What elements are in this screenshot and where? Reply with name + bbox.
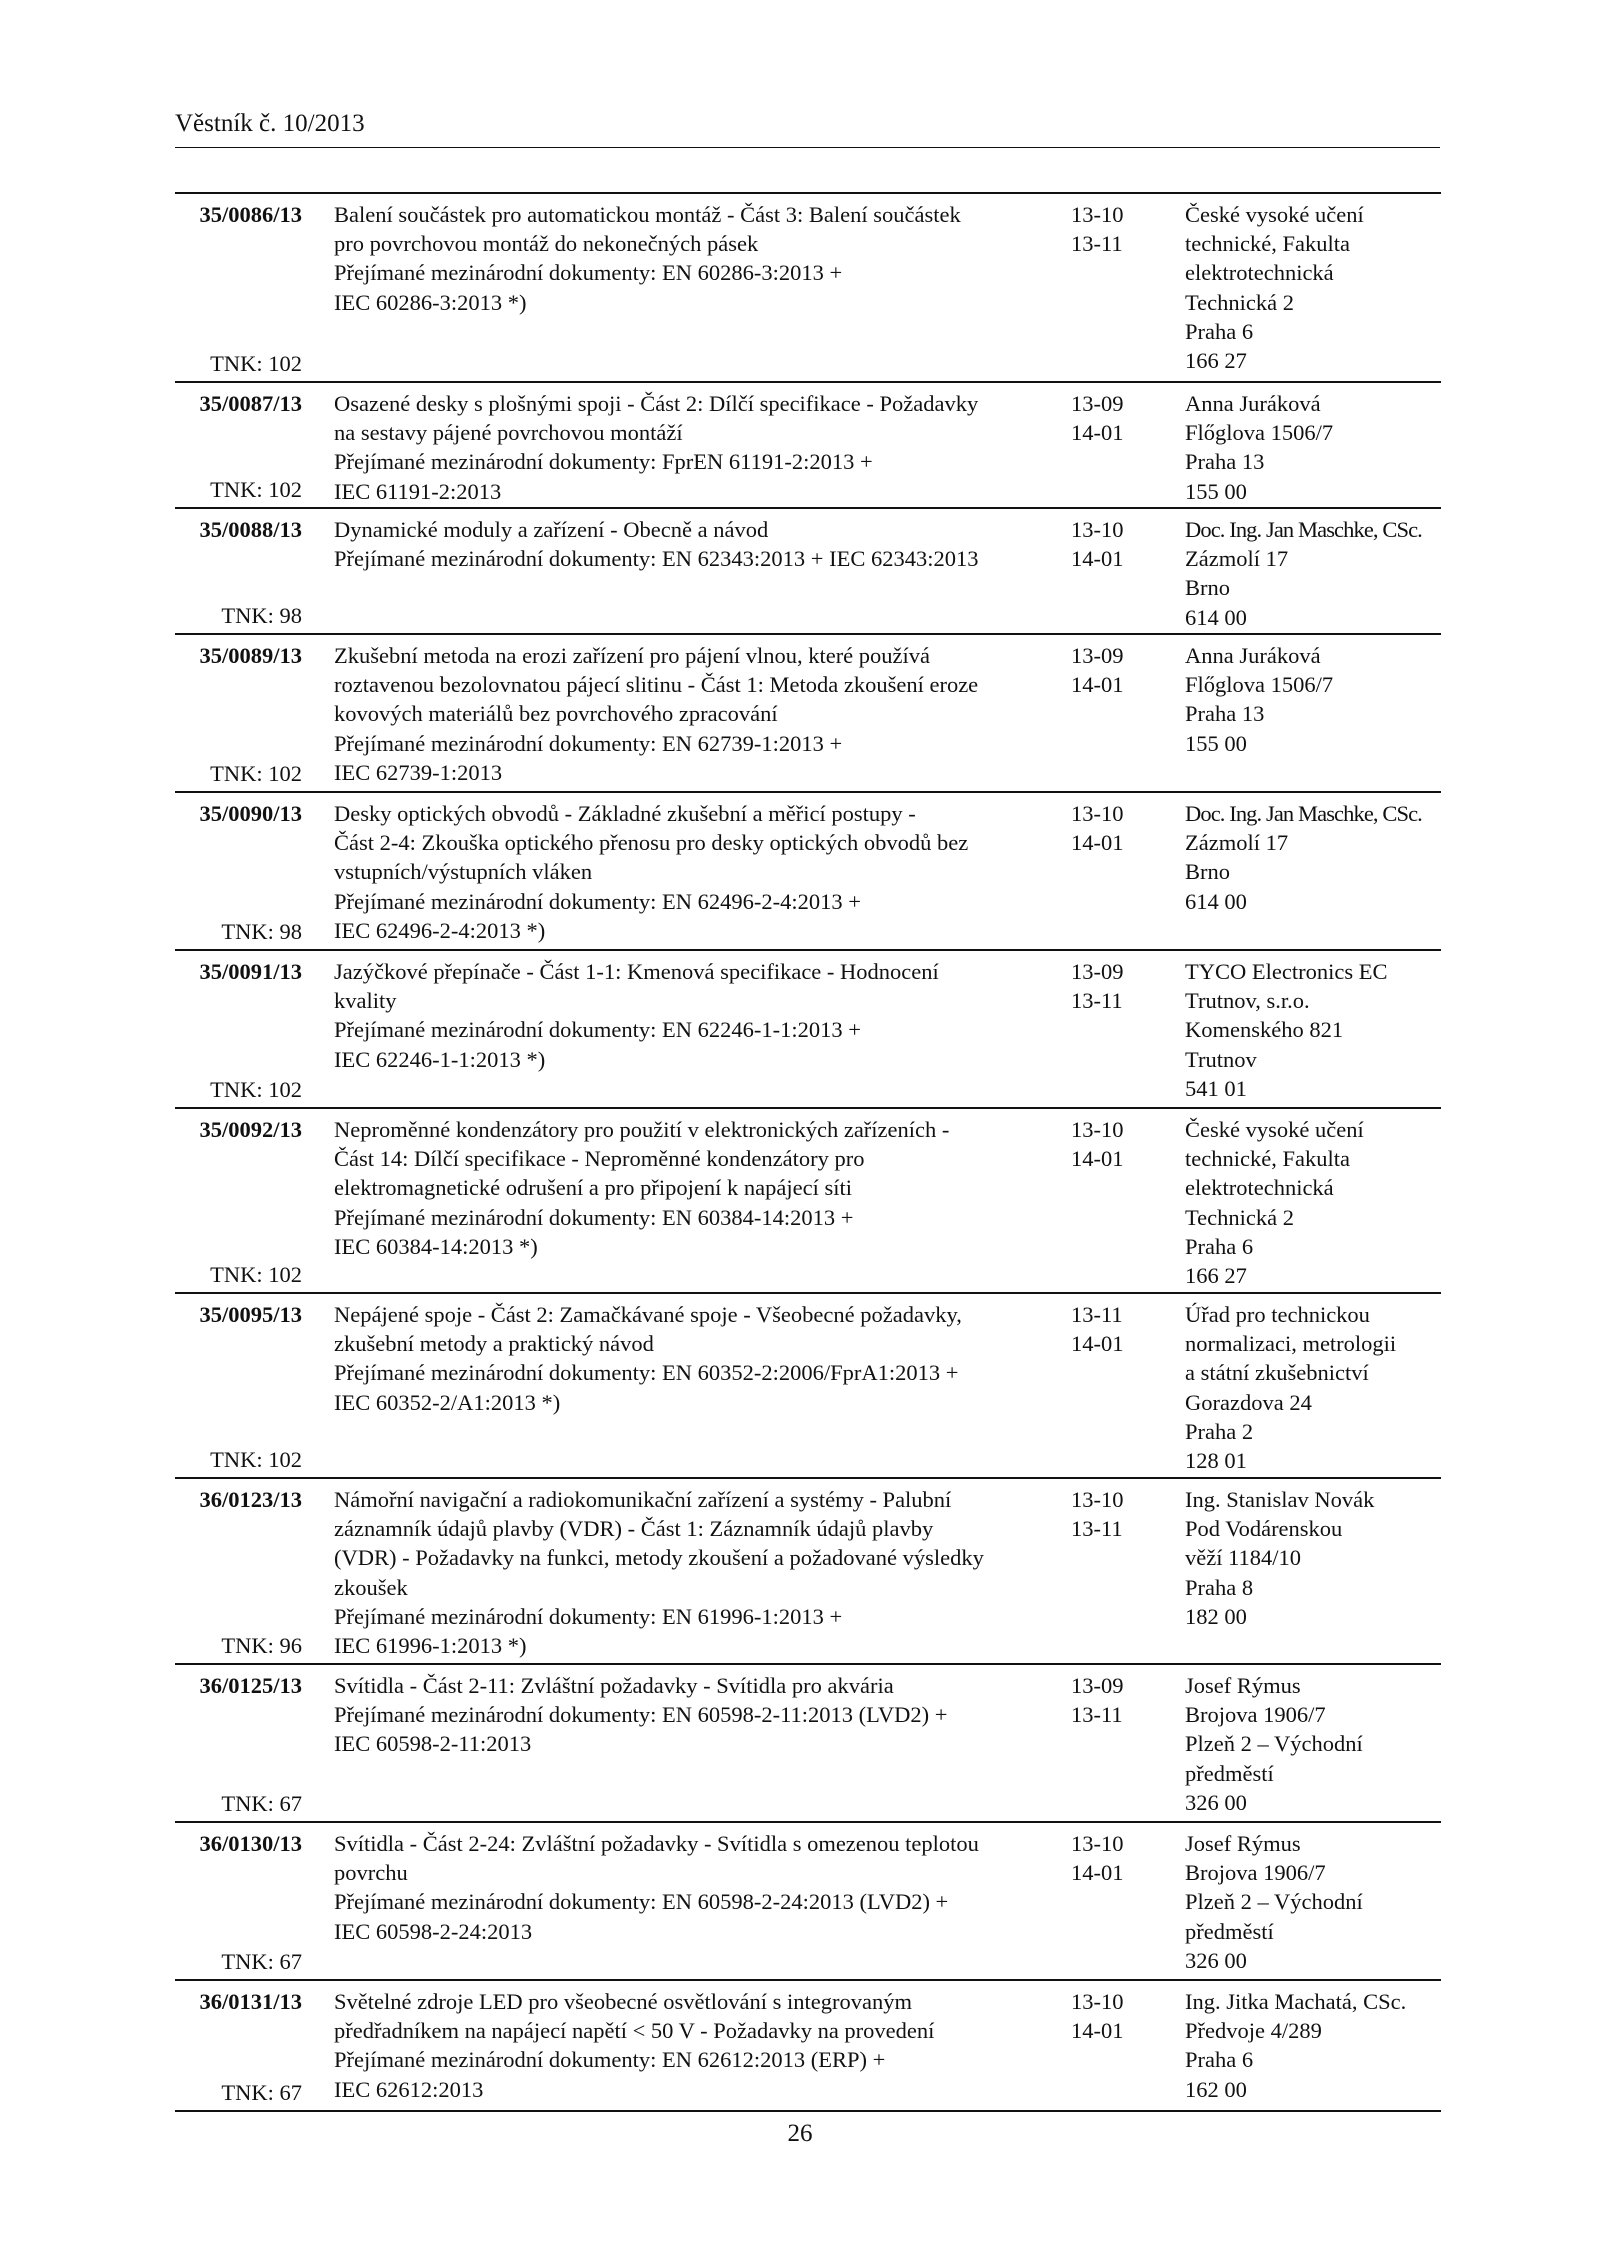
tnk-number: TNK: 98	[221, 602, 302, 628]
dates	[1071, 1115, 1124, 1173]
standard-title	[334, 1671, 1044, 1759]
title-line: IEC 62496-2-4:2013 *)	[334, 917, 546, 943]
table-row	[175, 1823, 1441, 1981]
notice-code: 35/0087/13	[199, 391, 302, 416]
contact-line: předměstí	[1185, 1760, 1274, 1786]
title-line: Přejímané mezinárodní dokumenty: EN 60598-2-24:2013 (LVD2) +	[334, 1889, 949, 1915]
contact-line: Doc. Ing. Jan Maschke, CSc.	[1185, 801, 1422, 826]
date-code: 13-09	[1071, 643, 1124, 668]
date-code: 13-11	[1071, 1702, 1123, 1728]
notice-code: 35/0092/13	[199, 1117, 302, 1142]
contact-line: elektrotechnická	[1185, 1175, 1334, 1201]
contact-line: normalizaci, metrologii	[1185, 1331, 1397, 1357]
standard-title	[334, 799, 1044, 945]
date-code: 14-01	[1071, 420, 1124, 446]
tnk-number: TNK: 67	[221, 1790, 302, 1816]
tnk-number: TNK: 102	[210, 1076, 302, 1102]
dates	[1071, 389, 1124, 447]
title-line: Přejímané mezinárodní dokumenty: EN 60352-2:2006/FprA1:2013 +	[334, 1360, 959, 1386]
dates	[1071, 1671, 1124, 1729]
contact-line: elektrotechnická	[1185, 260, 1334, 286]
contact-line: Praha 6	[1185, 318, 1254, 344]
title-line: (VDR) - Požadavky na funkci, metody zkoušení a požadované výsledky	[334, 1545, 984, 1571]
title-line: záznamník údajů plavby (VDR) - Část 1: Záznamník údajů plavby	[334, 1516, 934, 1542]
dates	[1071, 1829, 1124, 1887]
title-line: pro povrchovou montáž do nekonečných pásek	[334, 231, 759, 257]
standards-table	[175, 192, 1441, 2112]
contact-line: České vysoké učení	[1185, 1117, 1364, 1142]
title-line: Přejímané mezinárodní dokumenty: EN 60286-3:2013 +	[334, 260, 843, 286]
contact-line: České vysoké učení	[1185, 202, 1364, 227]
contact-line: Praha 13	[1185, 449, 1265, 475]
table-row	[175, 1981, 1441, 2112]
table-row	[175, 793, 1441, 951]
contact-address	[1185, 1829, 1445, 1975]
standard-title	[334, 641, 1044, 787]
title-line: Zkušební metoda na erozi zařízení pro pájení vlnou, které používá	[334, 643, 931, 668]
date-code: 13-10	[1071, 1989, 1124, 2014]
title-line: Přejímané mezinárodní dokumenty: EN 62496-2-4:2013 +	[334, 888, 861, 914]
date-code: 13-10	[1071, 801, 1124, 826]
tnk-number: TNK: 102	[210, 350, 302, 376]
contact-line: Praha 2	[1185, 1418, 1254, 1444]
bulletin-title: Věstník č. 10/2013	[175, 110, 365, 137]
title-line: Osazené desky s plošnými spoji - Část 2: Dílčí specifikace - Požadavky	[334, 391, 979, 416]
date-code: 14-01	[1071, 1146, 1124, 1172]
title-line: Jazýčkové přepínače - Část 1-1: Kmenová specifikace - Hodnocení	[334, 959, 939, 984]
title-line: Přejímané mezinárodní dokumenty: EN 60384-14:2013 +	[334, 1204, 854, 1230]
date-code: 13-10	[1071, 1117, 1124, 1142]
tnk-number: TNK: 102	[210, 1446, 302, 1472]
title-line: IEC 60286-3:2013 *)	[334, 289, 527, 315]
contact-line: Flőglova 1506/7	[1185, 420, 1334, 446]
title-line: povrchu	[334, 1860, 408, 1886]
contact-address	[1185, 200, 1445, 375]
title-line: Přejímané mezinárodní dokumenty: EN 61996-1:2013 +	[334, 1603, 843, 1629]
title-line: IEC 61996-1:2013 *)	[334, 1633, 527, 1659]
table-row	[175, 509, 1441, 635]
title-line: zkoušek	[334, 1574, 408, 1600]
title-line: Světelné zdroje LED pro všeobecné osvětlování s integrovaným	[334, 1989, 912, 2014]
date-code: 14-01	[1071, 830, 1124, 856]
contact-address	[1185, 1987, 1445, 2104]
date-code: 13-11	[1071, 1516, 1123, 1542]
title-line: Neproměnné kondenzátory pro použití v elektronických zařízeních -	[334, 1117, 950, 1142]
title-line: IEC 61191-2:2013	[334, 478, 502, 504]
contact-line: 614 00	[1185, 888, 1247, 914]
table-row	[175, 1479, 1441, 1665]
standard-title	[334, 1987, 1044, 2104]
table-row	[175, 951, 1441, 1109]
table-row	[175, 1109, 1441, 1294]
contact-address	[1185, 515, 1445, 632]
contact-line: Brno	[1185, 575, 1230, 601]
title-line: na sestavy pájené povrchovou montáží	[334, 420, 683, 446]
date-code: 14-01	[1071, 1860, 1124, 1886]
date-code: 13-11	[1071, 988, 1123, 1014]
contact-line: 326 00	[1185, 1789, 1247, 1815]
contact-line: 326 00	[1185, 1947, 1247, 1973]
table-row	[175, 1294, 1441, 1479]
title-line: Přejímané mezinárodní dokumenty: EN 62612:2013 (ERP) +	[334, 2047, 886, 2073]
tnk-number: TNK: 98	[221, 918, 302, 944]
contact-line: 155 00	[1185, 478, 1247, 504]
title-line: Část 2-4: Zkouška optického přenosu pro desky optických obvodů bez	[334, 830, 969, 856]
title-line: IEC 62246-1-1:2013 *)	[334, 1046, 546, 1072]
title-line: Přejímané mezinárodní dokumenty: FprEN 61191-2:2013 +	[334, 449, 873, 475]
contact-line: Flőglova 1506/7	[1185, 672, 1334, 698]
contact-line: 614 00	[1185, 604, 1247, 630]
contact-line: 166 27	[1185, 1263, 1247, 1289]
notice-code: 36/0131/13	[199, 1989, 302, 2014]
contact-line: Praha 6	[1185, 2047, 1254, 2073]
contact-line: Předvoje 4/289	[1185, 2018, 1322, 2044]
table-row	[175, 635, 1441, 793]
contact-address	[1185, 1300, 1445, 1475]
dates	[1071, 957, 1124, 1015]
contact-line: Brojova 1906/7	[1185, 1860, 1326, 1886]
contact-line: 166 27	[1185, 348, 1247, 374]
contact-address	[1185, 1485, 1445, 1631]
contact-line: Josef Rýmus	[1185, 1831, 1301, 1856]
contact-address	[1185, 1115, 1445, 1290]
table-row	[175, 383, 1441, 509]
title-line: roztavenou bezolovnatou pájecí slitinu - Část 1: Metoda zkoušení eroze	[334, 672, 979, 698]
notice-code: 35/0095/13	[199, 1302, 302, 1327]
title-line: zkušební metody a praktický návod	[334, 1331, 654, 1357]
contact-line: Anna Juráková	[1185, 391, 1321, 416]
contact-line: Technická 2	[1185, 289, 1294, 315]
dates	[1071, 200, 1124, 258]
contact-line: Zázmolí 17	[1185, 830, 1289, 856]
dates	[1071, 799, 1124, 857]
contact-line: Komenského 821	[1185, 1017, 1344, 1043]
date-code: 13-10	[1071, 1831, 1124, 1856]
contact-line: Praha 6	[1185, 1233, 1254, 1259]
notice-code: 35/0089/13	[199, 643, 302, 668]
dates	[1071, 1300, 1124, 1358]
dates	[1071, 515, 1124, 573]
contact-line: 162 00	[1185, 2076, 1247, 2102]
contact-line: Pod Vodárenskou	[1185, 1516, 1343, 1542]
date-code: 14-01	[1071, 546, 1124, 572]
standard-title	[334, 515, 1044, 573]
standard-title	[334, 1115, 1044, 1261]
contact-line: technické, Fakulta	[1185, 231, 1350, 257]
dates	[1071, 641, 1124, 699]
date-code: 13-11	[1071, 1302, 1123, 1327]
contact-line: Anna Juráková	[1185, 643, 1321, 668]
title-line: Desky optických obvodů - Základné zkušební a měřicí postupy -	[334, 801, 916, 826]
contact-line: 182 00	[1185, 1603, 1247, 1629]
contact-line: a státní zkušebnictví	[1185, 1360, 1369, 1386]
title-line: Přejímané mezinárodní dokumenty: EN 62343:2013 + IEC 62343:2013	[334, 546, 979, 572]
contact-line: Praha 8	[1185, 1574, 1254, 1600]
tnk-number: TNK: 102	[210, 760, 302, 786]
title-line: Námořní navigační a radiokomunikační zařízení a systémy - Palubní	[334, 1487, 952, 1512]
contact-line: Gorazdova 24	[1185, 1389, 1312, 1415]
contact-line: Technická 2	[1185, 1204, 1294, 1230]
contact-address	[1185, 799, 1445, 916]
date-code: 13-10	[1071, 202, 1124, 227]
standard-title	[334, 389, 1044, 506]
contact-line: 155 00	[1185, 730, 1247, 756]
tnk-number: TNK: 67	[221, 1948, 302, 1974]
title-line: IEC 60598-2-11:2013	[334, 1731, 532, 1757]
notice-code: 35/0086/13	[199, 202, 302, 227]
title-line: IEC 62612:2013	[334, 2076, 484, 2102]
standard-title	[334, 1300, 1044, 1417]
contact-line: Brno	[1185, 859, 1230, 885]
title-line: Balení součástek pro automatickou montáž - Část 3: Balení součástek	[334, 202, 961, 227]
contact-line: Ing. Stanislav Novák	[1185, 1487, 1375, 1512]
contact-line: Trutnov	[1185, 1046, 1257, 1072]
title-line: IEC 62739-1:2013	[334, 759, 503, 785]
title-line: Přejímané mezinárodní dokumenty: EN 62246-1-1:2013 +	[334, 1017, 861, 1043]
table-row	[175, 194, 1441, 383]
date-code: 13-09	[1071, 1673, 1124, 1698]
contact-line: předměstí	[1185, 1918, 1274, 1944]
contact-line: Plzeň 2 – Východní	[1185, 1889, 1363, 1915]
tnk-number: TNK: 102	[210, 1261, 302, 1287]
contact-line: věží 1184/10	[1185, 1545, 1302, 1571]
contact-line: TYCO Electronics EC	[1185, 959, 1388, 984]
contact-line: Praha 13	[1185, 701, 1265, 727]
notice-code: 35/0091/13	[199, 959, 302, 984]
date-code: 14-01	[1071, 2018, 1124, 2044]
title-line: Nepájené spoje - Část 2: Zamačkávané spoje - Všeobecné požadavky,	[334, 1302, 962, 1327]
date-code: 14-01	[1071, 1331, 1124, 1357]
date-code: 14-01	[1071, 672, 1124, 698]
page-number: 26	[787, 2120, 813, 2147]
title-line: Dynamické moduly a zařízení - Obecně a návod	[334, 517, 769, 542]
title-line: Svítidla - Část 2-24: Zvláštní požadavky - Svítidla s omezenou teplotou	[334, 1831, 979, 1856]
notice-code: 36/0130/13	[199, 1831, 302, 1856]
notice-code: 36/0125/13	[199, 1673, 302, 1698]
header-rule	[175, 147, 1440, 148]
standard-title	[334, 200, 1044, 317]
contact-line: Plzeň 2 – Východní	[1185, 1731, 1363, 1757]
title-line: elektromagnetické odrušení a pro připojení k napájecí síti	[334, 1175, 852, 1201]
contact-line: Trutnov, s.r.o.	[1185, 988, 1310, 1014]
table-row	[175, 1665, 1441, 1823]
standard-title	[334, 1485, 1044, 1660]
contact-line: 541 01	[1185, 1075, 1247, 1101]
date-code: 13-09	[1071, 959, 1124, 984]
dates	[1071, 1485, 1124, 1543]
title-line: IEC 60352-2/A1:2013 *)	[334, 1389, 561, 1415]
title-line: Část 14: Dílčí specifikace - Neproměnné kondenzátory pro	[334, 1146, 865, 1172]
contact-address	[1185, 641, 1445, 758]
contact-line: Josef Rýmus	[1185, 1673, 1301, 1698]
contact-line: 128 01	[1185, 1448, 1247, 1474]
contact-address	[1185, 389, 1445, 506]
standard-title	[334, 1829, 1044, 1946]
title-line: kovových materiálů bez povrchového zpracování	[334, 701, 778, 727]
contact-line: Ing. Jitka Machatá, CSc.	[1185, 1989, 1407, 2014]
notice-code: 35/0088/13	[199, 517, 302, 542]
title-line: Přejímané mezinárodní dokumenty: EN 62739-1:2013 +	[334, 730, 843, 756]
title-line: Přejímané mezinárodní dokumenty: EN 60598-2-11:2013 (LVD2) +	[334, 1702, 948, 1728]
title-line: IEC 60384-14:2013 *)	[334, 1233, 538, 1259]
date-code: 13-11	[1071, 231, 1123, 257]
date-code: 13-10	[1071, 517, 1124, 542]
standard-title	[334, 957, 1044, 1074]
tnk-number: TNK: 102	[210, 476, 302, 502]
notice-code: 35/0090/13	[199, 801, 302, 826]
tnk-number: TNK: 96	[221, 1632, 302, 1658]
date-code: 13-10	[1071, 1487, 1124, 1512]
contact-line: Doc. Ing. Jan Maschke, CSc.	[1185, 517, 1422, 542]
date-code: 13-09	[1071, 391, 1124, 416]
title-line: kvality	[334, 988, 397, 1014]
dates	[1071, 1987, 1124, 2045]
title-line: vstupních/výstupních vláken	[334, 859, 593, 885]
contact-address	[1185, 957, 1445, 1103]
contact-line: Brojova 1906/7	[1185, 1702, 1326, 1728]
contact-address	[1185, 1671, 1445, 1817]
contact-line: Úřad pro technickou	[1185, 1302, 1370, 1327]
tnk-number: TNK: 67	[221, 2079, 302, 2105]
contact-line: Zázmolí 17	[1185, 546, 1289, 572]
title-line: předřadníkem na napájecí napětí < 50 V - Požadavky na provedení	[334, 2018, 935, 2044]
contact-line: technické, Fakulta	[1185, 1146, 1350, 1172]
title-line: Svítidla - Část 2-11: Zvláštní požadavky - Svítidla pro akvária	[334, 1673, 894, 1698]
title-line: IEC 60598-2-24:2013	[334, 1918, 533, 1944]
notice-code: 36/0123/13	[199, 1487, 302, 1512]
